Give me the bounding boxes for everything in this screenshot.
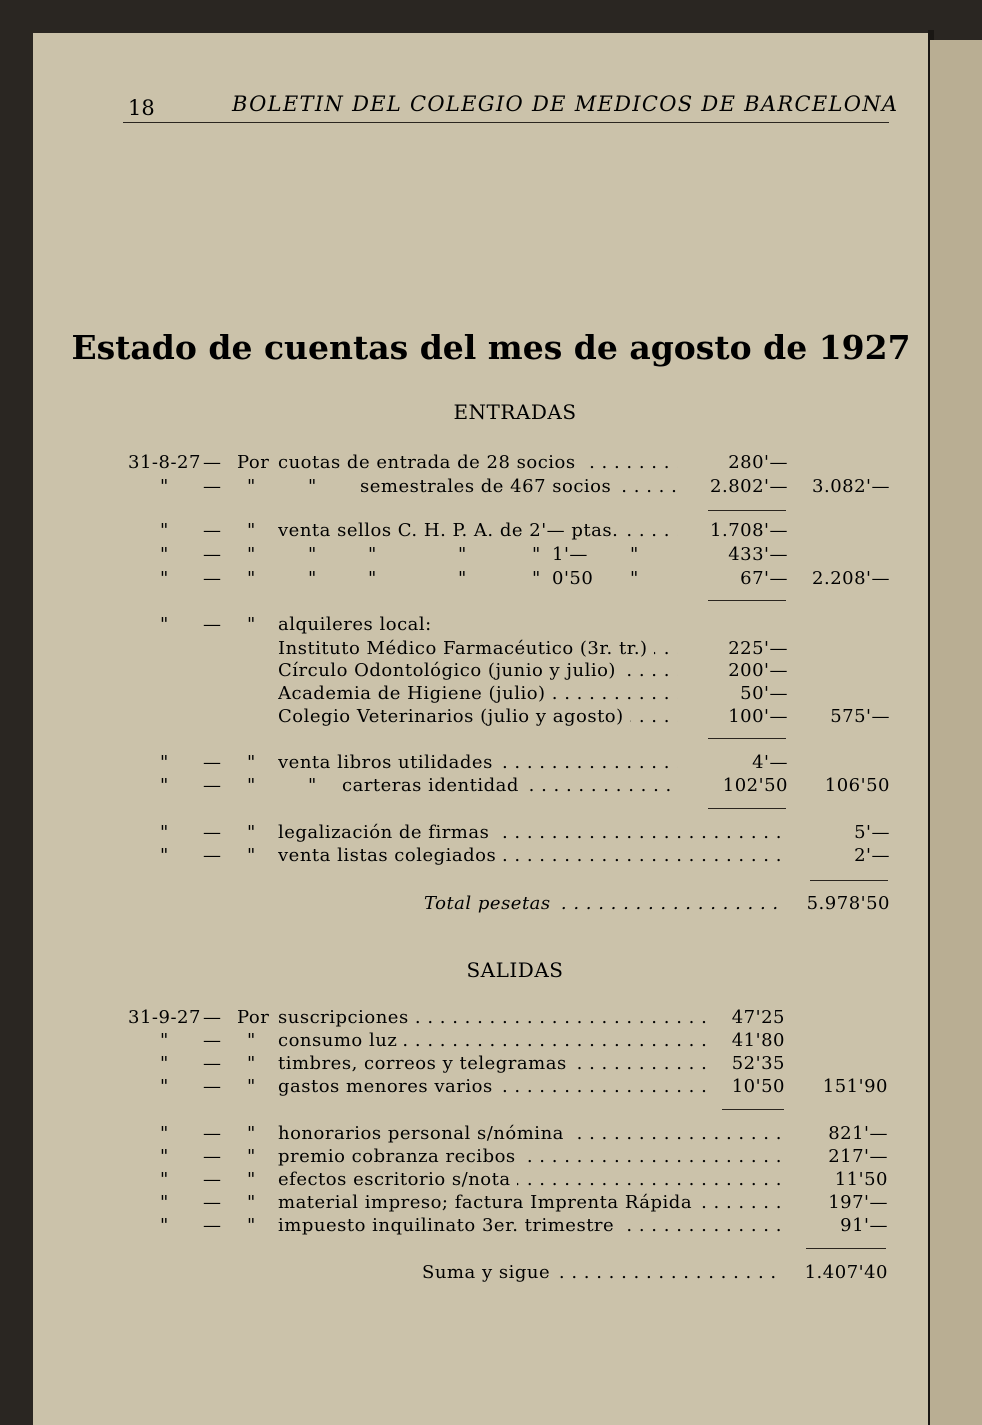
ledger-subtotal: 575'— [830,706,890,727]
ledger-line-description: carteras identidad . . . [342,775,678,797]
ditto-mark: " [630,568,639,589]
dash: — [203,752,222,773]
ledger-amount: 10'50 [731,1076,785,1097]
ledger-line-description: cuotas de entrada de 28 socios . . . [278,452,678,474]
ledger-subtotal: 3.082'— [812,476,890,497]
ledger-line-description: alquileres local: [278,614,432,635]
ditto-mark: " [160,1169,169,1190]
ditto-mark: " [247,775,256,796]
sum-rule [708,738,786,739]
ledger-subtotal: 2'— [854,845,890,866]
ledger-subtotal: 91'— [840,1215,888,1236]
ledger-amount: 2.802'— [710,476,788,497]
ledger-line-description: Instituto Médico Farmacéutico (3r. tr.) . . . [278,638,678,660]
ledger-line-description: venta listas colegiados . . . [278,845,782,867]
total-label: Total pesetas . . . [424,893,782,915]
dash: — [203,1053,222,1074]
facing-page-edge [930,40,982,1425]
ledger-subtotal: 217'— [828,1146,888,1167]
ditto-mark: " [160,822,169,843]
ledger-amount: 100'— [728,706,788,727]
ditto-mark: " [160,544,169,565]
ditto-mark: " [160,520,169,541]
page-number: 18 [128,96,155,120]
ledger-line-description: material impreso; factura Imprenta Rápida . . . [278,1192,782,1214]
ledger-amount: 47'25 [731,1007,785,1028]
sum-rule [810,880,888,881]
total-amount: 5.978'50 [806,893,890,914]
sum-rule [708,808,786,809]
sum-rule [708,510,786,511]
ledger-line-description: Academia de Higiene (julio) . . . [278,683,678,705]
header-rule [123,122,889,123]
ledger-line-description: venta sellos C. H. P. A. de 2'— ptas. . . . [278,520,678,542]
ledger-line-description: venta libros utilidades . . . [278,752,678,774]
ditto-mark: " [247,822,256,843]
dash: — [203,1123,222,1144]
ditto-mark: " [247,1053,256,1074]
ditto-mark: " [247,544,256,565]
ditto-mark: " [160,1215,169,1236]
ditto-mark: " [630,544,639,565]
dash: — [203,1030,222,1051]
dash: — [203,1076,222,1097]
ledger-subtotal: 821'— [828,1123,888,1144]
dash: — [203,1007,222,1028]
ledger-line-description: gastos menores varios . . . [278,1076,708,1098]
ledger-amount: 67'— [740,568,788,589]
ledger-subtotal: 11'50 [834,1169,888,1190]
ditto-mark: " [247,1169,256,1190]
ledger-line-description: 1'— [552,544,588,565]
ledger-line-description: semestrales de 467 socios . . . [360,476,678,498]
ledger-line-description: timbres, correos y telegramas . . . [278,1053,708,1075]
sum-rule [722,1109,784,1110]
ledger-amount: 280'— [728,452,788,473]
dash: — [203,822,222,843]
ditto-mark: " [247,1076,256,1097]
sum-rule [806,1248,886,1249]
ditto-mark: " [247,476,256,497]
por-label: Por [237,1007,270,1028]
ditto-mark: " [368,568,377,589]
ledger-line-description: impuesto inquilinato 3er. trimestre . . . [278,1215,782,1237]
ledger-amount: 4'— [752,752,788,773]
ledger-subtotal: 2.208'— [812,568,890,589]
ditto-mark: " [160,1030,169,1051]
ditto-mark: " [247,520,256,541]
ditto-mark: " [308,775,317,796]
ditto-mark: " [247,1192,256,1213]
dash: — [203,544,222,565]
ledger-amount: 50'— [740,683,788,704]
ledger-line-description: 0'50 [552,568,594,589]
ledger-subtotal: 5'— [854,822,890,843]
ditto-mark: " [160,1053,169,1074]
ledger-line-description: premio cobranza recibos . . . [278,1146,782,1168]
ditto-mark: " [160,1192,169,1213]
ledger-amount: 433'— [728,544,788,565]
salidas-heading: SALIDAS [466,958,564,982]
ledger-line-description: honorarios personal s/nómina . . . [278,1123,782,1145]
ledger-amount: 225'— [728,638,788,659]
ledger-subtotal: 151'90 [822,1076,888,1097]
entradas-date: 31-8-27 [128,452,201,473]
ditto-mark: " [160,845,169,866]
ditto-mark: " [160,476,169,497]
dash: — [203,568,222,589]
dash: — [203,520,222,541]
document-title: Estado de cuentas del mes de agosto de 1927 [71,328,911,367]
ditto-mark: " [368,544,377,565]
ditto-mark: " [247,568,256,589]
ditto-mark: " [247,1215,256,1236]
ditto-mark: " [160,1076,169,1097]
ditto-mark: " [247,1123,256,1144]
ledger-line-description: efectos escritorio s/nota . . . [278,1169,782,1191]
entradas-heading: ENTRADAS [453,400,577,424]
ditto-mark: " [160,1123,169,1144]
ditto-mark: " [160,775,169,796]
ditto-mark: " [160,568,169,589]
ditto-mark: " [308,544,317,565]
dash: — [203,1192,222,1213]
ledger-subtotal: 106'50 [824,775,890,796]
ditto-mark: " [532,544,541,565]
sum-amount: 1.407'40 [804,1262,888,1283]
ledger-amount: 41'80 [731,1030,785,1051]
ledger-amount: 102'50 [722,775,788,796]
ledger-line-description: Círculo Odontológico (junio y julio) . . . [278,660,678,682]
dash: — [203,1146,222,1167]
ditto-mark: " [160,614,169,635]
ditto-mark: " [247,845,256,866]
ditto-mark: " [308,476,317,497]
dash: — [203,775,222,796]
ditto-mark: " [160,752,169,773]
running-header: BOLETIN DEL COLEGIO DE MEDICOS DE BARCELONA [232,92,899,116]
ditto-mark: " [532,568,541,589]
dash: — [203,1169,222,1190]
ditto-mark: " [247,614,256,635]
salidas-date: 31-9-27 [128,1007,201,1028]
dash: — [203,614,222,635]
ledger-subtotal: 197'— [828,1192,888,1213]
dash: — [203,1215,222,1236]
ledger-line-description: Colegio Veterinarios (julio y agosto) . . . [278,706,678,728]
sum-rule [708,600,786,601]
por-label: Por [237,452,270,473]
ditto-mark: " [308,568,317,589]
ditto-mark: " [247,1146,256,1167]
ditto-mark: " [247,1030,256,1051]
ledger-amount: 200'— [728,660,788,681]
ledger-amount: 52'35 [731,1053,785,1074]
sum-label: Suma y sigue . . . [422,1262,782,1284]
ledger-amount: 1.708'— [710,520,788,541]
ditto-mark: " [458,544,467,565]
ledger-line-description: legalización de firmas . . . [278,822,782,844]
dash: — [203,476,222,497]
ledger-line-description: suscripciones . . . [278,1007,708,1029]
ditto-mark: " [247,752,256,773]
ditto-mark: " [160,1146,169,1167]
dash: — [203,452,222,473]
ditto-mark: " [458,568,467,589]
ledger-line-description: consumo luz . . . [278,1030,708,1052]
dash: — [203,845,222,866]
